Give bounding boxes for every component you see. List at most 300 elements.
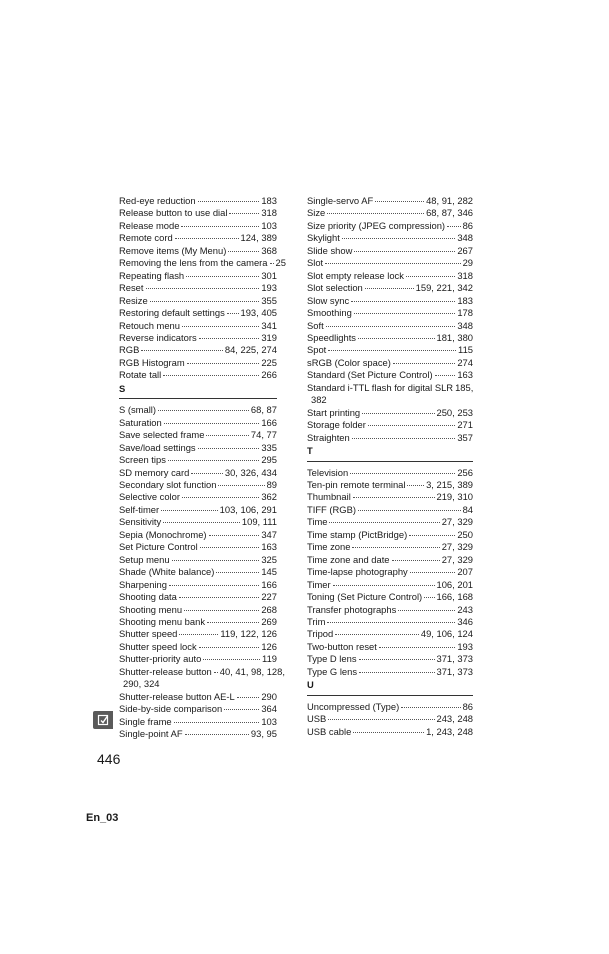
index-pages: 163 bbox=[457, 369, 473, 381]
index-entry bbox=[307, 516, 473, 528]
index-pages: 93, 95 bbox=[250, 728, 277, 740]
index-pages: 243 bbox=[457, 603, 473, 615]
index-pages: 163 bbox=[261, 541, 277, 553]
index-entry bbox=[307, 382, 473, 407]
index-pages: 166, 168 bbox=[436, 591, 473, 603]
index-term: Save selected frame bbox=[119, 429, 205, 441]
index-entry bbox=[119, 307, 277, 319]
index-entry bbox=[119, 641, 277, 653]
index-term: Sensitivity bbox=[119, 516, 162, 528]
index-term: Time zone bbox=[307, 541, 351, 553]
index-pages: 295 bbox=[261, 454, 277, 466]
dot-leader bbox=[181, 226, 259, 227]
index-term: Time stamp (PictBridge) bbox=[307, 528, 408, 540]
dot-leader bbox=[325, 263, 460, 264]
index-pages: 181, 380 bbox=[436, 331, 473, 343]
index-pages: 325 bbox=[261, 553, 277, 565]
dot-leader bbox=[237, 697, 260, 698]
index-term: Shooting data bbox=[119, 591, 177, 603]
index-term: Slot bbox=[307, 257, 324, 269]
dot-leader bbox=[352, 547, 439, 548]
index-entry bbox=[119, 728, 277, 740]
index-term: Shooting menu bank bbox=[119, 615, 206, 627]
index-pages: 29 bbox=[462, 257, 473, 269]
index-entry bbox=[307, 666, 473, 678]
dot-leader bbox=[158, 410, 249, 411]
index-term: Shade (White balance) bbox=[119, 566, 215, 578]
index-entry bbox=[119, 628, 277, 640]
dot-leader bbox=[359, 672, 434, 673]
index-pages: 106, 201 bbox=[436, 578, 473, 590]
index-pages: 159, 221, 342 bbox=[415, 282, 473, 294]
index-entry bbox=[119, 270, 277, 282]
footer-code: En_03 bbox=[86, 812, 119, 824]
dot-leader bbox=[329, 522, 439, 523]
index-term: Tripod bbox=[307, 628, 334, 640]
index-pages: 368 bbox=[261, 244, 277, 256]
index-term: Sepia (Monochrome) bbox=[119, 528, 207, 540]
dot-leader bbox=[199, 647, 260, 648]
dot-leader bbox=[401, 707, 460, 708]
dot-leader bbox=[409, 535, 455, 536]
dot-leader bbox=[375, 201, 424, 202]
index-term: Shooting menu bbox=[119, 603, 183, 615]
index-term: Retouch menu bbox=[119, 319, 180, 331]
dot-leader bbox=[328, 350, 456, 351]
index-pages: 371, 373 bbox=[436, 653, 473, 665]
dot-leader bbox=[358, 510, 461, 511]
dot-leader bbox=[410, 572, 456, 573]
index-pages: 256 bbox=[457, 466, 473, 478]
index-term: S (small) bbox=[119, 404, 156, 416]
index-entry bbox=[119, 454, 277, 466]
index-pages: 207 bbox=[457, 566, 473, 578]
index-entry bbox=[307, 591, 473, 603]
index-pages: 119, 122, 126 bbox=[220, 628, 277, 640]
index-term: Side-by-side comparison bbox=[119, 703, 223, 715]
index-pages: 49, 106, 124 bbox=[420, 628, 473, 640]
index-entry bbox=[119, 591, 277, 603]
index-pages: 269 bbox=[261, 615, 277, 627]
dot-leader bbox=[198, 201, 260, 202]
index-entry bbox=[119, 504, 277, 516]
index-term: sRGB (Color space) bbox=[307, 356, 391, 368]
index-entry bbox=[307, 245, 473, 257]
index-pages: 109, 111 bbox=[241, 516, 277, 528]
dot-leader bbox=[447, 226, 461, 227]
index-pages: 347 bbox=[261, 528, 277, 540]
index-entry bbox=[119, 404, 277, 416]
dot-leader bbox=[354, 313, 456, 314]
dot-leader bbox=[146, 288, 260, 289]
index-pages: 115 bbox=[458, 344, 473, 356]
index-term: Television bbox=[307, 466, 349, 478]
index-term: Size priority (JPEG compression) bbox=[307, 219, 446, 231]
dot-leader bbox=[359, 659, 435, 660]
index-term: RGB Histogram bbox=[119, 356, 185, 368]
dot-leader bbox=[379, 647, 456, 648]
index-entry bbox=[307, 628, 473, 640]
index-pages: 119 bbox=[262, 653, 277, 665]
index-pages: 103 bbox=[261, 715, 277, 727]
index-term: Spot bbox=[307, 344, 327, 356]
index-term: Time bbox=[307, 516, 328, 528]
index-entry bbox=[119, 541, 277, 553]
index-term: Thumbnail bbox=[307, 491, 351, 503]
index-entry bbox=[119, 220, 277, 232]
dot-leader bbox=[424, 597, 434, 598]
dot-leader bbox=[229, 213, 259, 214]
index-term: Time zone and date bbox=[307, 553, 390, 565]
index-pages: 86 bbox=[462, 700, 473, 712]
index-entry bbox=[307, 641, 473, 653]
index-term: Release button to use dial bbox=[119, 207, 228, 219]
dot-leader bbox=[214, 672, 218, 673]
dot-leader bbox=[206, 435, 248, 436]
index-pages: 178 bbox=[457, 307, 473, 319]
index-term: Straighten bbox=[307, 431, 350, 443]
dot-leader bbox=[393, 363, 455, 364]
index-entry bbox=[307, 195, 473, 207]
dot-leader bbox=[164, 423, 260, 424]
dot-leader bbox=[327, 622, 455, 623]
index-term: Setup menu bbox=[119, 553, 170, 565]
index-pages: 30, 326, 434 bbox=[224, 466, 277, 478]
dot-leader bbox=[182, 497, 259, 498]
dot-leader bbox=[368, 425, 455, 426]
index-entry bbox=[119, 320, 277, 332]
index-entry bbox=[307, 653, 473, 665]
index-pages: 271 bbox=[457, 419, 473, 431]
index-pages: 183 bbox=[261, 195, 277, 206]
index-term: Type G lens bbox=[307, 665, 358, 677]
index-term: Sharpening bbox=[119, 578, 167, 590]
index-entry bbox=[307, 320, 473, 332]
dot-leader bbox=[227, 313, 239, 314]
index-term: Red-eye reduction bbox=[119, 195, 196, 206]
dot-leader bbox=[353, 497, 435, 498]
index-entry bbox=[119, 554, 277, 566]
dot-leader bbox=[353, 732, 424, 733]
index-term: Resize bbox=[119, 294, 148, 306]
dot-leader bbox=[179, 634, 218, 635]
index-pages: 268 bbox=[261, 603, 277, 615]
index-term: USB cable bbox=[307, 725, 352, 737]
index-entry bbox=[307, 295, 473, 307]
dot-leader bbox=[358, 338, 435, 339]
dot-leader bbox=[163, 375, 259, 376]
dot-leader bbox=[209, 535, 260, 536]
index-entry bbox=[119, 529, 277, 541]
dot-leader bbox=[184, 610, 259, 611]
index-term: Smoothing bbox=[307, 307, 352, 319]
index-entry bbox=[119, 344, 277, 356]
index-pages: 364 bbox=[261, 703, 277, 715]
dot-leader bbox=[150, 301, 260, 302]
index-term: RGB bbox=[119, 344, 140, 356]
index-entry bbox=[119, 566, 277, 578]
index-pages: 84, 225, 274 bbox=[224, 344, 277, 356]
index-entry bbox=[307, 344, 473, 356]
index-pages: 1, 243, 248 bbox=[426, 725, 473, 737]
index-pages: 357 bbox=[457, 431, 473, 443]
index-pages: 335 bbox=[261, 441, 277, 453]
index-pages: 318 bbox=[457, 269, 473, 281]
index-pages: 124, 389 bbox=[240, 232, 277, 244]
index-pages: 348 bbox=[457, 319, 473, 331]
index-entry bbox=[119, 653, 277, 665]
dot-leader bbox=[179, 597, 259, 598]
dot-leader bbox=[350, 473, 455, 474]
index-letter-heading: U bbox=[307, 679, 473, 695]
index-entry bbox=[119, 417, 277, 429]
dot-leader bbox=[270, 263, 274, 264]
index-pages: 3, 215, 389 bbox=[426, 478, 473, 490]
index-entry bbox=[307, 467, 473, 479]
index-term: Self-timer bbox=[119, 503, 160, 515]
index-term: Screen tips bbox=[119, 454, 166, 466]
index-term: Standard i-TTL flash for digital SLR bbox=[307, 381, 454, 393]
dot-leader bbox=[198, 448, 260, 449]
index-pages: 301 bbox=[261, 269, 277, 281]
index-term: Reset bbox=[119, 282, 144, 294]
index-entry bbox=[119, 479, 277, 491]
index-entry bbox=[119, 716, 277, 728]
section-tab bbox=[93, 711, 113, 729]
index-term: Slot empty release lock bbox=[307, 269, 404, 281]
dot-leader bbox=[351, 301, 455, 302]
index-pages: 185, bbox=[455, 381, 474, 393]
index-term: Uncompressed (Type) bbox=[307, 700, 400, 712]
index-term: Reverse indicators bbox=[119, 331, 197, 343]
dot-leader bbox=[174, 722, 260, 723]
index-term: Saturation bbox=[119, 416, 162, 428]
index-term: Slide show bbox=[307, 244, 353, 256]
index-pages: 74, 77 bbox=[250, 429, 277, 441]
index-pages: 267 bbox=[457, 244, 473, 256]
index-pages: 27, 329 bbox=[441, 516, 473, 528]
index-entry bbox=[307, 207, 473, 219]
index-pages: 355 bbox=[261, 294, 277, 306]
index-entry bbox=[119, 257, 286, 269]
index-pages: 274 bbox=[457, 356, 473, 368]
index-entry bbox=[119, 665, 285, 691]
index-entry bbox=[307, 541, 473, 553]
index-letter-heading: T bbox=[307, 445, 473, 461]
index-entry bbox=[119, 467, 277, 479]
index-pages: 227 bbox=[261, 591, 277, 603]
index-term: Remove items (My Menu) bbox=[119, 244, 227, 256]
dot-leader bbox=[172, 560, 260, 561]
index-entry bbox=[307, 701, 473, 713]
index-term: Single-servo AF bbox=[307, 195, 374, 206]
index-term: Rotate tall bbox=[119, 369, 162, 381]
index-pages: 348 bbox=[457, 232, 473, 244]
index-pages: 68, 87, 346 bbox=[426, 207, 473, 219]
index-entry bbox=[307, 307, 473, 319]
index-pages: 27, 329 bbox=[441, 553, 473, 565]
index-entry bbox=[307, 257, 473, 269]
index-checklist-icon bbox=[97, 714, 109, 726]
index-term: Removing the lens from the camera bbox=[119, 257, 268, 269]
index-pages: 183 bbox=[457, 294, 473, 306]
index-term: Standard (Set Picture Control) bbox=[307, 369, 433, 381]
index-pages: 346 bbox=[457, 615, 473, 627]
index-pages: 84 bbox=[462, 503, 473, 515]
index-pages: 40, 41, 98, 128, bbox=[219, 665, 285, 677]
index-term: Release mode bbox=[119, 219, 180, 231]
index-term: Shutter-release button AE-L bbox=[119, 690, 235, 702]
index-pages: 243, 248 bbox=[436, 713, 473, 725]
index-term: Trim bbox=[307, 615, 326, 627]
index-pages: 166 bbox=[261, 578, 277, 590]
index-term: Timer bbox=[307, 578, 331, 590]
dot-leader bbox=[354, 251, 455, 252]
index-term: Size bbox=[307, 207, 326, 219]
index-pages: 341 bbox=[261, 319, 277, 331]
dot-leader bbox=[342, 238, 456, 239]
index-entry bbox=[307, 713, 473, 725]
index-entry bbox=[119, 282, 277, 294]
index-pages-continuation: 290, 324 bbox=[123, 678, 160, 690]
index-entry bbox=[307, 357, 473, 369]
index-column-left bbox=[119, 195, 286, 740]
index-pages: 126 bbox=[261, 640, 277, 652]
index-entry bbox=[307, 407, 473, 419]
dot-leader bbox=[327, 213, 424, 214]
dot-leader bbox=[328, 719, 434, 720]
index-entry bbox=[307, 566, 473, 578]
index-term: Shutter-release button bbox=[119, 665, 212, 677]
dot-leader bbox=[326, 326, 456, 327]
index-pages: 25 bbox=[275, 257, 286, 269]
index-pages: 166 bbox=[261, 416, 277, 428]
index-entry bbox=[307, 529, 473, 541]
index-term: Shutter speed lock bbox=[119, 640, 197, 652]
index-term: Slot selection bbox=[307, 282, 363, 294]
index-term: Shutter-priority auto bbox=[119, 653, 202, 665]
index-pages: 250 bbox=[457, 528, 473, 540]
index-entry bbox=[307, 504, 473, 516]
index-entry bbox=[307, 232, 473, 244]
index-pages: 250, 253 bbox=[436, 406, 473, 418]
index-entry bbox=[307, 726, 473, 738]
index-entry bbox=[119, 703, 277, 715]
index-entry bbox=[307, 479, 473, 491]
index-term: Ten-pin remote terminal bbox=[307, 478, 406, 490]
index-entry bbox=[119, 579, 277, 591]
index-pages: 371, 373 bbox=[436, 665, 473, 677]
index-pages: 225 bbox=[261, 356, 277, 368]
index-entry bbox=[307, 432, 473, 444]
index-column-right bbox=[307, 195, 473, 738]
index-entry bbox=[119, 369, 277, 381]
index-term: Remote cord bbox=[119, 232, 173, 244]
index-term: Set Picture Control bbox=[119, 541, 198, 553]
index-entry bbox=[119, 442, 277, 454]
dot-leader bbox=[352, 438, 456, 439]
index-term: Secondary slot function bbox=[119, 478, 217, 490]
index-entry bbox=[307, 579, 473, 591]
dot-leader bbox=[186, 276, 259, 277]
dot-leader bbox=[218, 485, 264, 486]
dot-leader bbox=[185, 734, 249, 735]
dot-leader bbox=[335, 634, 419, 635]
index-pages-continuation: 382 bbox=[311, 394, 327, 406]
index-entry bbox=[307, 554, 473, 566]
index-term: Skylight bbox=[307, 232, 340, 244]
index-term: Type D lens bbox=[307, 653, 357, 665]
index-term: SD memory card bbox=[119, 466, 190, 478]
index-term: Single frame bbox=[119, 715, 172, 727]
index-pages: 290 bbox=[261, 690, 277, 702]
dot-leader bbox=[203, 659, 260, 660]
index-entry bbox=[307, 270, 473, 282]
index-term: Transfer photographs bbox=[307, 603, 397, 615]
index-entry bbox=[119, 207, 277, 219]
dot-leader bbox=[187, 363, 260, 364]
index-entry bbox=[119, 429, 277, 441]
index-pages: 362 bbox=[261, 491, 277, 503]
dot-leader bbox=[365, 288, 414, 289]
index-pages: 145 bbox=[261, 566, 277, 578]
dot-leader bbox=[362, 413, 434, 414]
dot-leader bbox=[406, 276, 455, 277]
dot-leader bbox=[228, 251, 259, 252]
index-entry bbox=[119, 245, 277, 257]
dot-leader bbox=[224, 709, 259, 710]
index-term: Slow sync bbox=[307, 294, 350, 306]
index-pages: 318 bbox=[261, 207, 277, 219]
index-term: Speedlights bbox=[307, 331, 356, 343]
index-term: Soft bbox=[307, 319, 324, 331]
index-entry bbox=[119, 195, 277, 207]
index-term: Single-point AF bbox=[119, 728, 183, 740]
index-term: Two-button reset bbox=[307, 640, 377, 652]
index-entry bbox=[119, 516, 277, 528]
dot-leader bbox=[398, 610, 455, 611]
index-entry bbox=[119, 691, 277, 703]
dot-leader bbox=[200, 547, 260, 548]
index-pages: 193 bbox=[457, 640, 473, 652]
index-term: Restoring default settings bbox=[119, 307, 225, 319]
index-entry bbox=[119, 616, 277, 628]
dot-leader bbox=[161, 510, 218, 511]
page-number: 446 bbox=[97, 751, 121, 767]
index-term: Time-lapse photography bbox=[307, 566, 408, 578]
index-term: TIFF (RGB) bbox=[307, 503, 356, 515]
dot-leader bbox=[199, 338, 260, 339]
index-pages: 68, 87 bbox=[250, 404, 277, 416]
index-entry bbox=[307, 332, 473, 344]
dot-leader bbox=[435, 375, 456, 376]
dot-leader bbox=[392, 560, 440, 561]
index-pages: 193, 405 bbox=[240, 307, 277, 319]
index-term: Repeating flash bbox=[119, 269, 185, 281]
index-pages: 219, 310 bbox=[436, 491, 473, 503]
dot-leader bbox=[207, 622, 259, 623]
dot-leader bbox=[163, 522, 240, 523]
index-term: Shutter speed bbox=[119, 628, 178, 640]
index-entry bbox=[119, 357, 277, 369]
index-pages: 86 bbox=[462, 219, 473, 231]
index-entry bbox=[307, 419, 473, 431]
index-pages: 266 bbox=[261, 369, 277, 381]
index-entry bbox=[307, 616, 473, 628]
dot-leader bbox=[169, 585, 259, 586]
index-entry bbox=[119, 604, 277, 616]
index-term: Storage folder bbox=[307, 419, 366, 431]
